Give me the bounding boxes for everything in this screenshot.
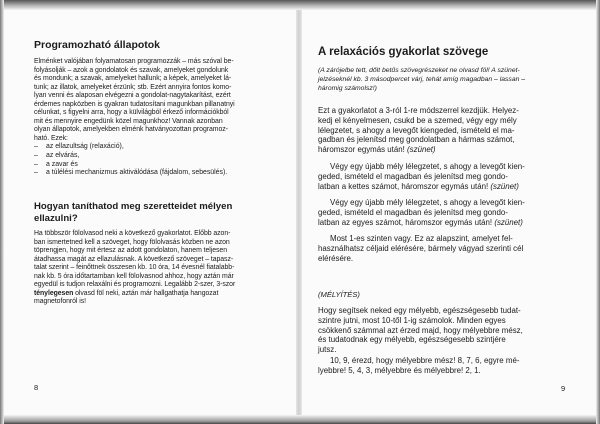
- text-line: lyebbre! 5, 4, 3, mélyebbre és mélyebbre! 2, 1.: [318, 365, 481, 375]
- list-item: – az ellazultság (relaxáció),: [34, 143, 124, 151]
- heading-relaxacios: A relaxációs gyakorlat szövege: [318, 46, 489, 58]
- text-line: lyan venni és alaposan elvégezni a gondolat-nagytakarítást, ezért: [34, 92, 231, 100]
- text-line: használhatsz céljaid elérésére, bármely vágyad szerinti cél: [318, 243, 524, 253]
- text-line: célunkat, s figyelni arra, hogy a külvilágból érkező információkból: [34, 109, 229, 117]
- text-line: latban a kettes számot, háromszor egymás után! (szünet): [318, 181, 519, 191]
- pause-marker: (szünet): [407, 145, 436, 155]
- text-line: és tudatodnak egy mélyebb, egészségesebb szintjére: [318, 335, 506, 345]
- list-item: – a túlélési mechanizmus aktiválódása (fájdalom, sebesülés).: [34, 169, 228, 177]
- text-line: Végy egy újabb mély lélegzetet, s ahogy a levegőt kien-: [330, 198, 525, 207]
- states-list: [34, 143, 275, 177]
- text-line: ható. Ezek:: [34, 134, 68, 142]
- pause-marker: (szünet): [494, 217, 523, 227]
- text-line: magnetofonról is!: [34, 298, 87, 306]
- text-line: ban ismertetned kell a szöveget, hogy fölolvasás közben ne azon: [34, 238, 230, 246]
- heading-line: Hogyan taníthatod meg szeretteidet mélyen: [34, 201, 233, 212]
- text-line: lélegzetet, s ahogy a levegőt kiengeded, ismételd el ma-: [318, 125, 515, 135]
- text-line: Elménket valójában folyamatosan programozzák – más szóval be-: [34, 58, 234, 65]
- text-line: 10, 9, érezd, hogy mélyebbre mész! 8, 7, 6, egyre mé-: [330, 356, 520, 365]
- scan-right-edge: [596, 0, 600, 424]
- pause-marker: (szünet): [490, 181, 519, 191]
- section-label-melyites: (MÉLYÍTÉS): [318, 290, 360, 299]
- text-line: egyedül is tudjon relaxálni és programozni. Legalább 2-szer, 3-szor: [34, 281, 236, 289]
- scan-top-shadow: [0, 0, 600, 10]
- text-line: Most 1-es szinten vagy. Ez az alapszint, amelyet fel-: [330, 234, 513, 243]
- heading-programozhato: Programozható állapotok: [34, 39, 161, 51]
- heading-hogyan: [34, 201, 275, 225]
- text-line: gadban és jelenítsd meg gondolatban a hármas számot,: [318, 135, 515, 145]
- bold-word: ténylegesen: [34, 289, 74, 297]
- text-line: kedj el kényelmesen, csukd be a szemed, végy egy mély: [318, 115, 517, 125]
- text-line: talat szerint – feinőttnek összesen kb. 10 óra, 14 évesnél fiatalabb-: [34, 264, 235, 272]
- text-line: tunk; az illatok, amelyeket érzünk; stb. Ezért annyira fontos komo-: [34, 83, 232, 91]
- text-line: olyan állapotok, amelyekben elménk hatványozottan programoz-: [34, 126, 228, 134]
- heading-line: ellazulni?: [34, 213, 78, 224]
- text-line: töprengjen, hogy mit értesz az adott gondolaton, hanem teljesen: [34, 247, 227, 255]
- text-line: csökkenő számmal azt érzed majd, hogy mélyebbre mész,: [318, 325, 523, 335]
- paragraph-start: [318, 106, 568, 155]
- intro-instructions: [318, 66, 568, 93]
- text-line: mit és mennyire engedünk közel magunkhoz! Vannak azonban: [34, 117, 223, 125]
- text-line: latban az egyes számot, háromszor egymás után! (szünet): [318, 217, 523, 227]
- text-line: geded, ismételd el magadban és jelenítsd meg gondo-: [318, 207, 508, 217]
- text-line: geded, ismételd el magadban és jelenítsd meg gondo-: [318, 171, 508, 181]
- text-line: folyásolják – azok a gondolatok és szavak, amelyeket gondolunk: [34, 66, 229, 74]
- scan-bottom-shadow: [0, 415, 600, 424]
- text-line: jutsz.: [318, 345, 337, 355]
- text-line: Ha többször fölolvasod neki a következő gyakorlatot. Előbb azon-: [34, 230, 231, 237]
- text-line: érdemes napközben is gyakran tudatosítani magunkban pillanatnyi: [34, 100, 235, 108]
- list-item: – a zavar és: [34, 160, 78, 168]
- text-line: ténylegesen olvasd föl neki, aztán már hallgathatja hangozat: [34, 289, 219, 297]
- text-line: nak kb. 5 óra időtartamban kell fölolvasnod ahhoz, hogy aztán már: [34, 272, 234, 280]
- text-line: Végy egy újabb mély lélegzetet, s ahogy a levegőt kien-: [330, 162, 525, 171]
- text-line: szintre jutni, most 10-től 1-ig számolok. Minden egyes: [318, 315, 506, 325]
- page-number-right: 9: [561, 384, 566, 393]
- paragraph-programozhato: [34, 58, 275, 178]
- text-line: háromszor egymás után! (szünet): [318, 145, 436, 155]
- paragraph-deepening: [318, 306, 568, 355]
- text-line: (A zárójelbe tett, dőlt betűs szövegrészeket ne olvasd föl! A szünet-: [318, 67, 520, 74]
- text-line: háromig számolsz!): [318, 85, 377, 93]
- paragraph-hogyan: [34, 230, 275, 307]
- paragraph-two: [318, 162, 568, 191]
- text-line: átadhassa magát az ellazulásnak. A következő szöveget – tapasz-: [34, 255, 234, 263]
- text-line: Ezt a gyakorlatot a 3-ról 1-re módszerrel kezdjük. Helyez-: [318, 106, 519, 115]
- paragraph-base-level: [318, 234, 568, 263]
- list-item: – az elvárás,: [34, 152, 80, 160]
- text-line: elérésére.: [318, 253, 354, 263]
- text-line: és mondunk; a szavak, amelyeket hallunk; a képek, amelyeket lá-: [34, 75, 232, 83]
- text-line: Hogy segítsek neked egy mélyebb, egészségesebb tudat-: [318, 306, 521, 315]
- page-number-left: 8: [34, 383, 39, 392]
- paragraph-countdown: [318, 356, 568, 376]
- scan-left-edge: [0, 0, 4, 424]
- paragraph-one: [318, 198, 568, 227]
- text-line: jelzéseknél kb. 3 másodpercet várj, tehát amíg magadban – lassan –: [318, 76, 526, 84]
